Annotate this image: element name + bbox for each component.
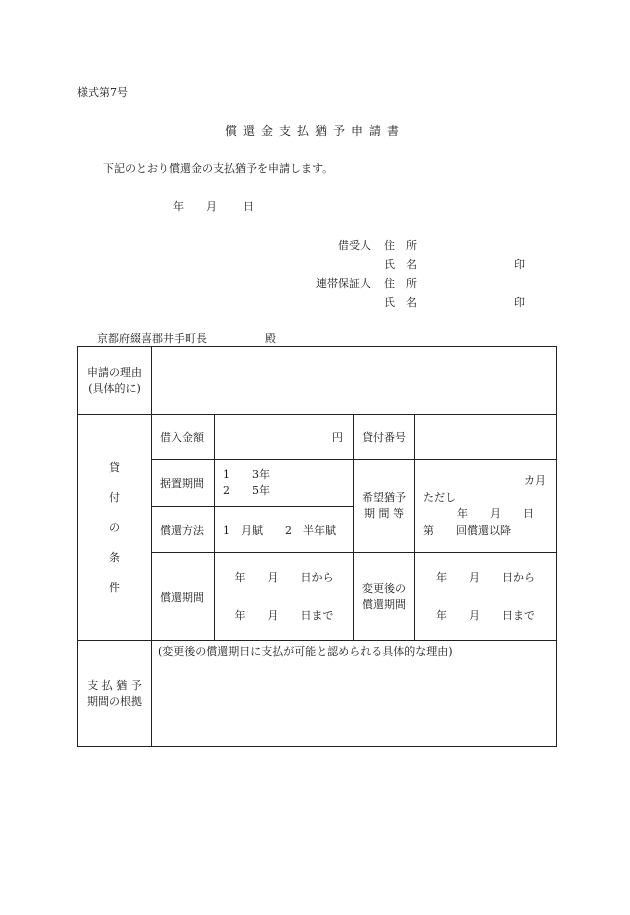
loan-number-field[interactable] — [415, 415, 557, 460]
basis-label-line1: 支 払 猶 予 — [87, 678, 142, 692]
repayment-period-field[interactable] — [215, 553, 354, 641]
reason-label-line2: (具体的に) — [88, 381, 141, 395]
tadashi-label: ただし — [423, 491, 456, 504]
changed-period-to: 年 月 日まで — [436, 608, 535, 622]
desired-label-line1: 希望猶予 — [362, 491, 406, 504]
loan-conditions-char: 件 — [109, 580, 120, 594]
form-number: 様式第7号 — [77, 86, 128, 99]
basis-label-line2: 期間の根拠 — [87, 694, 142, 708]
loan-amount-field[interactable] — [215, 415, 354, 460]
repayment-period-label: 償還期間 — [152, 553, 215, 641]
reason-row — [78, 347, 557, 415]
changed-period-label — [354, 553, 415, 641]
reason-field[interactable] — [152, 347, 557, 415]
document-title: 償還金支払猶予申請書 — [224, 124, 405, 138]
recipient-honorific: 殿 — [265, 332, 276, 345]
period-to: 年 月 日まで — [234, 608, 334, 622]
changed-period-line1: 変更後の — [362, 581, 406, 595]
basis-note: (変更後の償還期日に支払が可能と認められる具体的な理由) — [158, 645, 453, 658]
basis-field[interactable] — [152, 641, 557, 747]
guarantor-label: 連帯保証人 — [316, 277, 371, 290]
basis-row — [78, 641, 557, 747]
loan-amount-row — [78, 415, 557, 460]
loan-conditions-char: の — [109, 520, 120, 534]
guarantor-address-label: 住 所 — [384, 277, 417, 290]
intro-text: 下記のとおり償還金の支払猶予を申請します。 — [103, 162, 334, 175]
changed-period-line2: 償還期間 — [362, 597, 406, 611]
basis-label — [78, 641, 152, 747]
changed-period-field[interactable] — [415, 553, 557, 641]
repayment-method-label: 償還方法 — [152, 507, 215, 553]
loan-conditions-char: 貸 — [109, 460, 120, 474]
desired-period-field[interactable] — [415, 460, 557, 553]
date-day-label: 日 — [243, 200, 254, 213]
guarantor-seal: 印 — [514, 296, 525, 309]
deferment-option-1: 1 3年 — [223, 468, 270, 481]
borrower-seal: 印 — [514, 258, 525, 271]
application-table — [77, 346, 557, 747]
repayment-method-options[interactable]: 1 月賦 2 半年賦 — [215, 507, 354, 553]
recipient — [97, 330, 276, 346]
reason-label — [78, 347, 152, 415]
borrower-name-label: 氏 名 — [384, 258, 417, 271]
deferment-period-options[interactable] — [215, 460, 354, 507]
desired-label-line2: 期 間 等 — [364, 507, 404, 520]
loan-conditions-char: 付 — [109, 490, 120, 504]
guarantor-name-label: 氏 名 — [384, 296, 417, 309]
deferment-option-2: 2 5年 — [223, 484, 270, 497]
recipient-name: 京都府綴喜郡井手町長 — [97, 332, 207, 345]
months-unit: カ月 — [524, 474, 546, 487]
loan-amount-label: 借入金額 — [152, 415, 215, 460]
desired-period-label — [354, 460, 415, 553]
loan-number-label: 貸付番号 — [354, 415, 415, 460]
from-installment: 第 回償還以降 — [423, 524, 511, 537]
changed-period-from: 年 月 日から — [436, 570, 535, 584]
yen-unit: 円 — [332, 431, 343, 444]
deferment-period-label: 据置期間 — [152, 460, 215, 507]
period-from: 年 月 日から — [234, 570, 334, 584]
reason-label-line1: 申請の理由 — [87, 365, 142, 379]
desired-date: 年 月 日 — [457, 507, 534, 520]
loan-conditions-label — [78, 415, 152, 641]
borrower-label: 借受人 — [338, 239, 371, 252]
borrower-address-label: 住 所 — [384, 239, 417, 252]
date-year-label: 年 — [173, 200, 184, 213]
date-month-label: 月 — [206, 200, 217, 213]
loan-conditions-char: 条 — [109, 550, 120, 564]
